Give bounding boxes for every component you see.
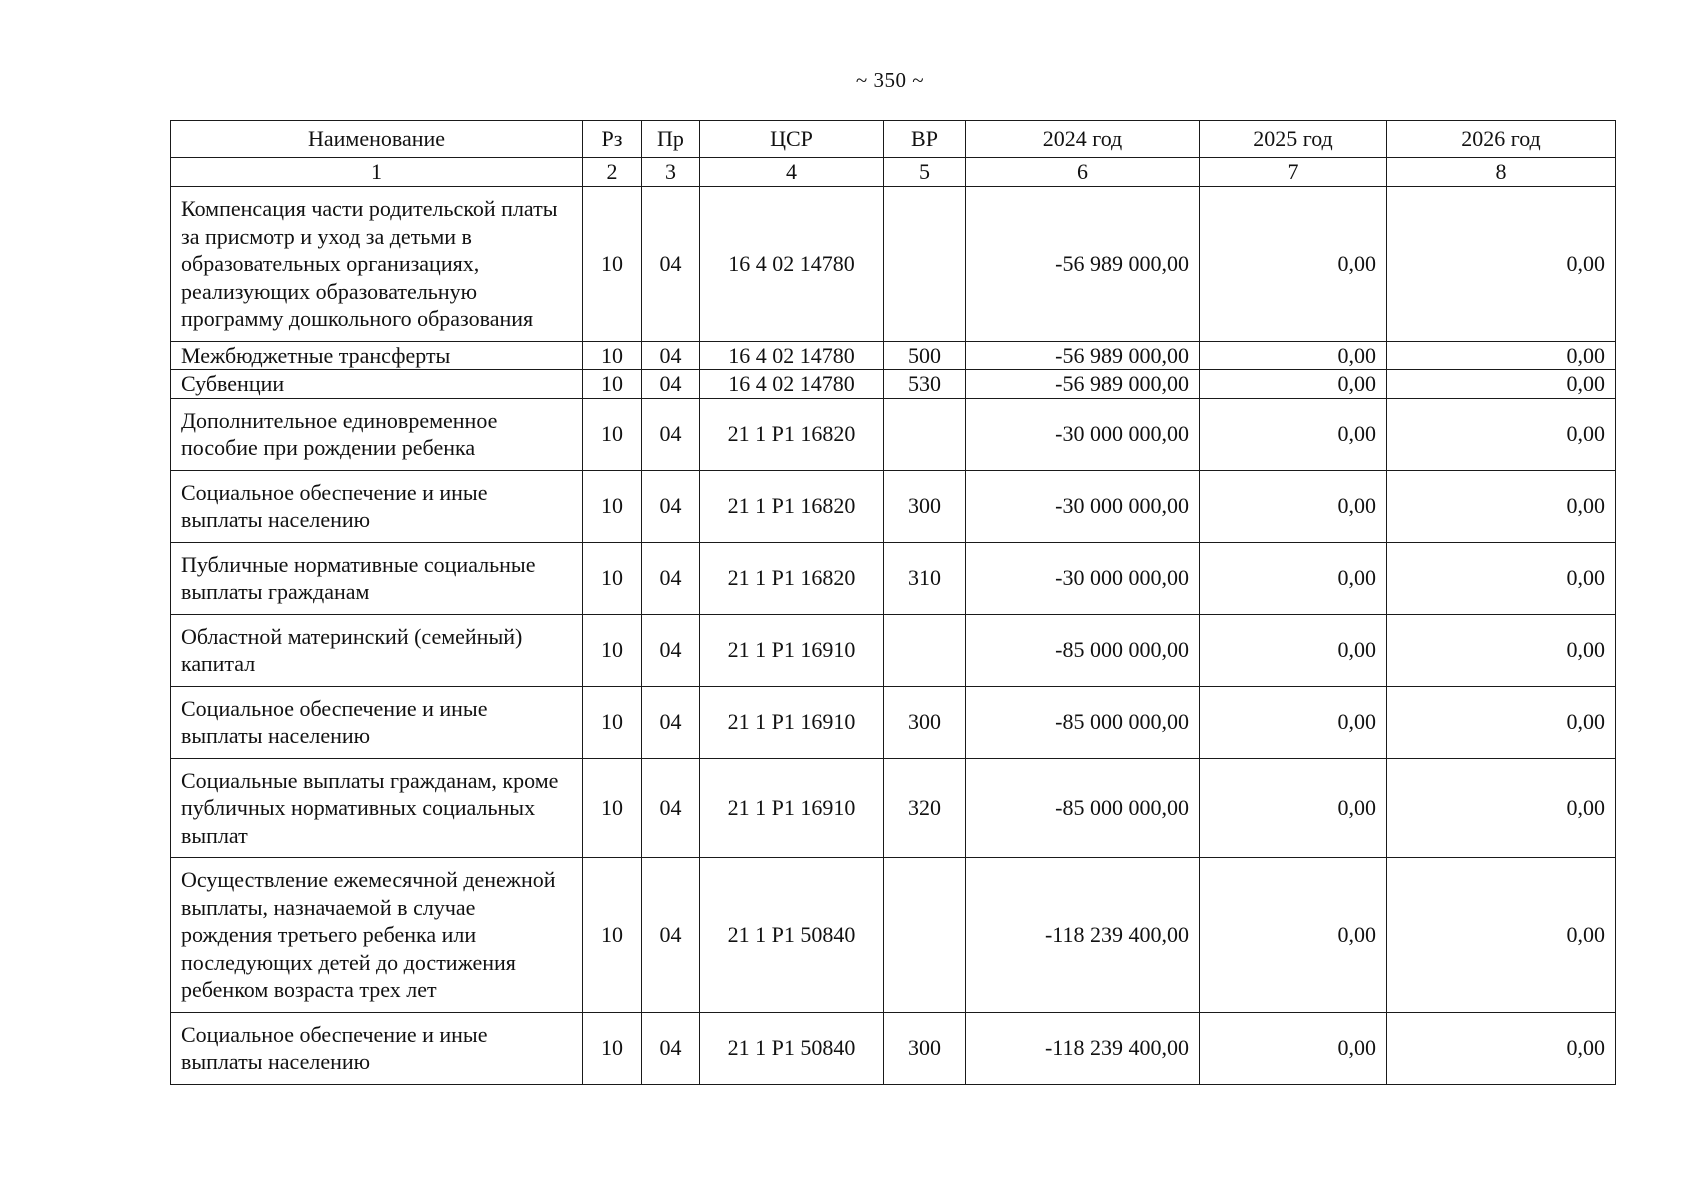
table-row [171, 341, 1616, 370]
row-pr: 04 [642, 370, 700, 399]
row-pr: 04 [642, 398, 700, 470]
row-2026-value: 0,00 [1387, 341, 1616, 370]
column-number: 4 [700, 158, 884, 187]
table-row [171, 542, 1616, 614]
row-vr [884, 858, 966, 1013]
row-vr: 310 [884, 542, 966, 614]
header-name: Наименование [171, 121, 583, 158]
row-2026-value: 0,00 [1387, 542, 1616, 614]
row-2026-value: 0,00 [1387, 614, 1616, 686]
header-pr: Пр [642, 121, 700, 158]
header-2026: 2026 год [1387, 121, 1616, 158]
column-number: 2 [583, 158, 642, 187]
row-csr: 21 1 P1 16910 [700, 614, 884, 686]
row-2024-value: -30 000 000,00 [966, 542, 1200, 614]
row-2025-value: 0,00 [1200, 858, 1387, 1013]
table-row [171, 470, 1616, 542]
table-row [171, 398, 1616, 470]
row-rz: 10 [583, 614, 642, 686]
row-rz: 10 [583, 1012, 642, 1084]
row-rz: 10 [583, 542, 642, 614]
row-vr [884, 398, 966, 470]
column-number: 5 [884, 158, 966, 187]
row-2025-value: 0,00 [1200, 398, 1387, 470]
row-2026-value: 0,00 [1387, 758, 1616, 858]
row-name: Осуществление ежемесячной денежной выплаты, назначаемой в случае рождения третьего ребенка или последующих детей до достижения ребенком возраста трех лет [171, 858, 583, 1013]
row-pr: 04 [642, 758, 700, 858]
row-2024-value: -56 989 000,00 [966, 370, 1200, 399]
row-rz: 10 [583, 398, 642, 470]
row-rz: 10 [583, 341, 642, 370]
row-name: Социальные выплаты гражданам, кроме публичных нормативных социальных выплат [171, 758, 583, 858]
row-vr: 300 [884, 1012, 966, 1084]
row-vr: 500 [884, 341, 966, 370]
row-csr: 16 4 02 14780 [700, 370, 884, 399]
row-2025-value: 0,00 [1200, 341, 1387, 370]
row-2024-value: -118 239 400,00 [966, 1012, 1200, 1084]
row-2025-value: 0,00 [1200, 370, 1387, 399]
row-2024-value: -56 989 000,00 [966, 187, 1200, 342]
row-rz: 10 [583, 858, 642, 1013]
row-2024-value: -85 000 000,00 [966, 614, 1200, 686]
row-rz: 10 [583, 370, 642, 399]
table-row [171, 370, 1616, 399]
row-2025-value: 0,00 [1200, 187, 1387, 342]
row-2024-value: -30 000 000,00 [966, 398, 1200, 470]
row-2026-value: 0,00 [1387, 187, 1616, 342]
row-2026-value: 0,00 [1387, 370, 1616, 399]
row-rz: 10 [583, 187, 642, 342]
header-row [171, 121, 1616, 158]
row-pr: 04 [642, 341, 700, 370]
row-pr: 04 [642, 187, 700, 342]
table-row [171, 858, 1616, 1013]
row-vr: 530 [884, 370, 966, 399]
row-vr [884, 614, 966, 686]
row-vr [884, 187, 966, 342]
row-csr: 21 1 P1 16820 [700, 542, 884, 614]
row-2026-value: 0,00 [1387, 1012, 1616, 1084]
header-rz: Рз [583, 121, 642, 158]
row-pr: 04 [642, 542, 700, 614]
row-pr: 04 [642, 1012, 700, 1084]
row-pr: 04 [642, 858, 700, 1013]
budget-table [170, 120, 1616, 1085]
row-csr: 21 1 P1 16910 [700, 758, 884, 858]
header-2025: 2025 год [1200, 121, 1387, 158]
row-rz: 10 [583, 470, 642, 542]
table-row [171, 1012, 1616, 1084]
row-2025-value: 0,00 [1200, 614, 1387, 686]
column-number: 1 [171, 158, 583, 187]
row-2025-value: 0,00 [1200, 470, 1387, 542]
column-number: 6 [966, 158, 1200, 187]
column-number-row [171, 158, 1616, 187]
row-rz: 10 [583, 686, 642, 758]
row-2025-value: 0,00 [1200, 1012, 1387, 1084]
row-name: Межбюджетные трансферты [171, 341, 583, 370]
column-number: 7 [1200, 158, 1387, 187]
row-2024-value: -118 239 400,00 [966, 858, 1200, 1013]
row-csr: 16 4 02 14780 [700, 341, 884, 370]
row-name: Социальное обеспечение и иные выплаты населению [171, 470, 583, 542]
row-csr: 21 1 P1 50840 [700, 1012, 884, 1084]
column-number: 3 [642, 158, 700, 187]
row-vr: 320 [884, 758, 966, 858]
row-2026-value: 0,00 [1387, 470, 1616, 542]
row-2026-value: 0,00 [1387, 398, 1616, 470]
row-vr: 300 [884, 686, 966, 758]
row-2025-value: 0,00 [1200, 686, 1387, 758]
header-vr: ВР [884, 121, 966, 158]
row-csr: 21 1 P1 50840 [700, 858, 884, 1013]
row-name: Субвенции [171, 370, 583, 399]
row-csr: 21 1 P1 16820 [700, 470, 884, 542]
header-2024: 2024 год [966, 121, 1200, 158]
row-2024-value: -85 000 000,00 [966, 686, 1200, 758]
row-name: Дополнительное единовременное пособие при рождении ребенка [171, 398, 583, 470]
row-2026-value: 0,00 [1387, 686, 1616, 758]
row-2024-value: -85 000 000,00 [966, 758, 1200, 858]
row-name: Социальное обеспечение и иные выплаты населению [171, 1012, 583, 1084]
table-row [171, 686, 1616, 758]
row-name: Областной материнский (семейный) капитал [171, 614, 583, 686]
row-name: Компенсация части родительской платы за присмотр и уход за детьми в образовательных организациях, реализующих образовательную программу дошкольного образования [171, 187, 583, 342]
row-rz: 10 [583, 758, 642, 858]
table-row [171, 187, 1616, 342]
row-2025-value: 0,00 [1200, 542, 1387, 614]
row-pr: 04 [642, 686, 700, 758]
row-2025-value: 0,00 [1200, 758, 1387, 858]
row-2024-value: -56 989 000,00 [966, 341, 1200, 370]
row-name: Публичные нормативные социальные выплаты гражданам [171, 542, 583, 614]
row-name: Социальное обеспечение и иные выплаты населению [171, 686, 583, 758]
table-row [171, 758, 1616, 858]
row-csr: 21 1 P1 16820 [700, 398, 884, 470]
column-number: 8 [1387, 158, 1616, 187]
row-csr: 21 1 P1 16910 [700, 686, 884, 758]
row-pr: 04 [642, 614, 700, 686]
row-vr: 300 [884, 470, 966, 542]
row-csr: 16 4 02 14780 [700, 187, 884, 342]
table-row [171, 614, 1616, 686]
row-pr: 04 [642, 470, 700, 542]
page-number: ~ 350 ~ [855, 68, 925, 92]
header-csr: ЦСР [700, 121, 884, 158]
row-2026-value: 0,00 [1387, 858, 1616, 1013]
row-2024-value: -30 000 000,00 [966, 470, 1200, 542]
